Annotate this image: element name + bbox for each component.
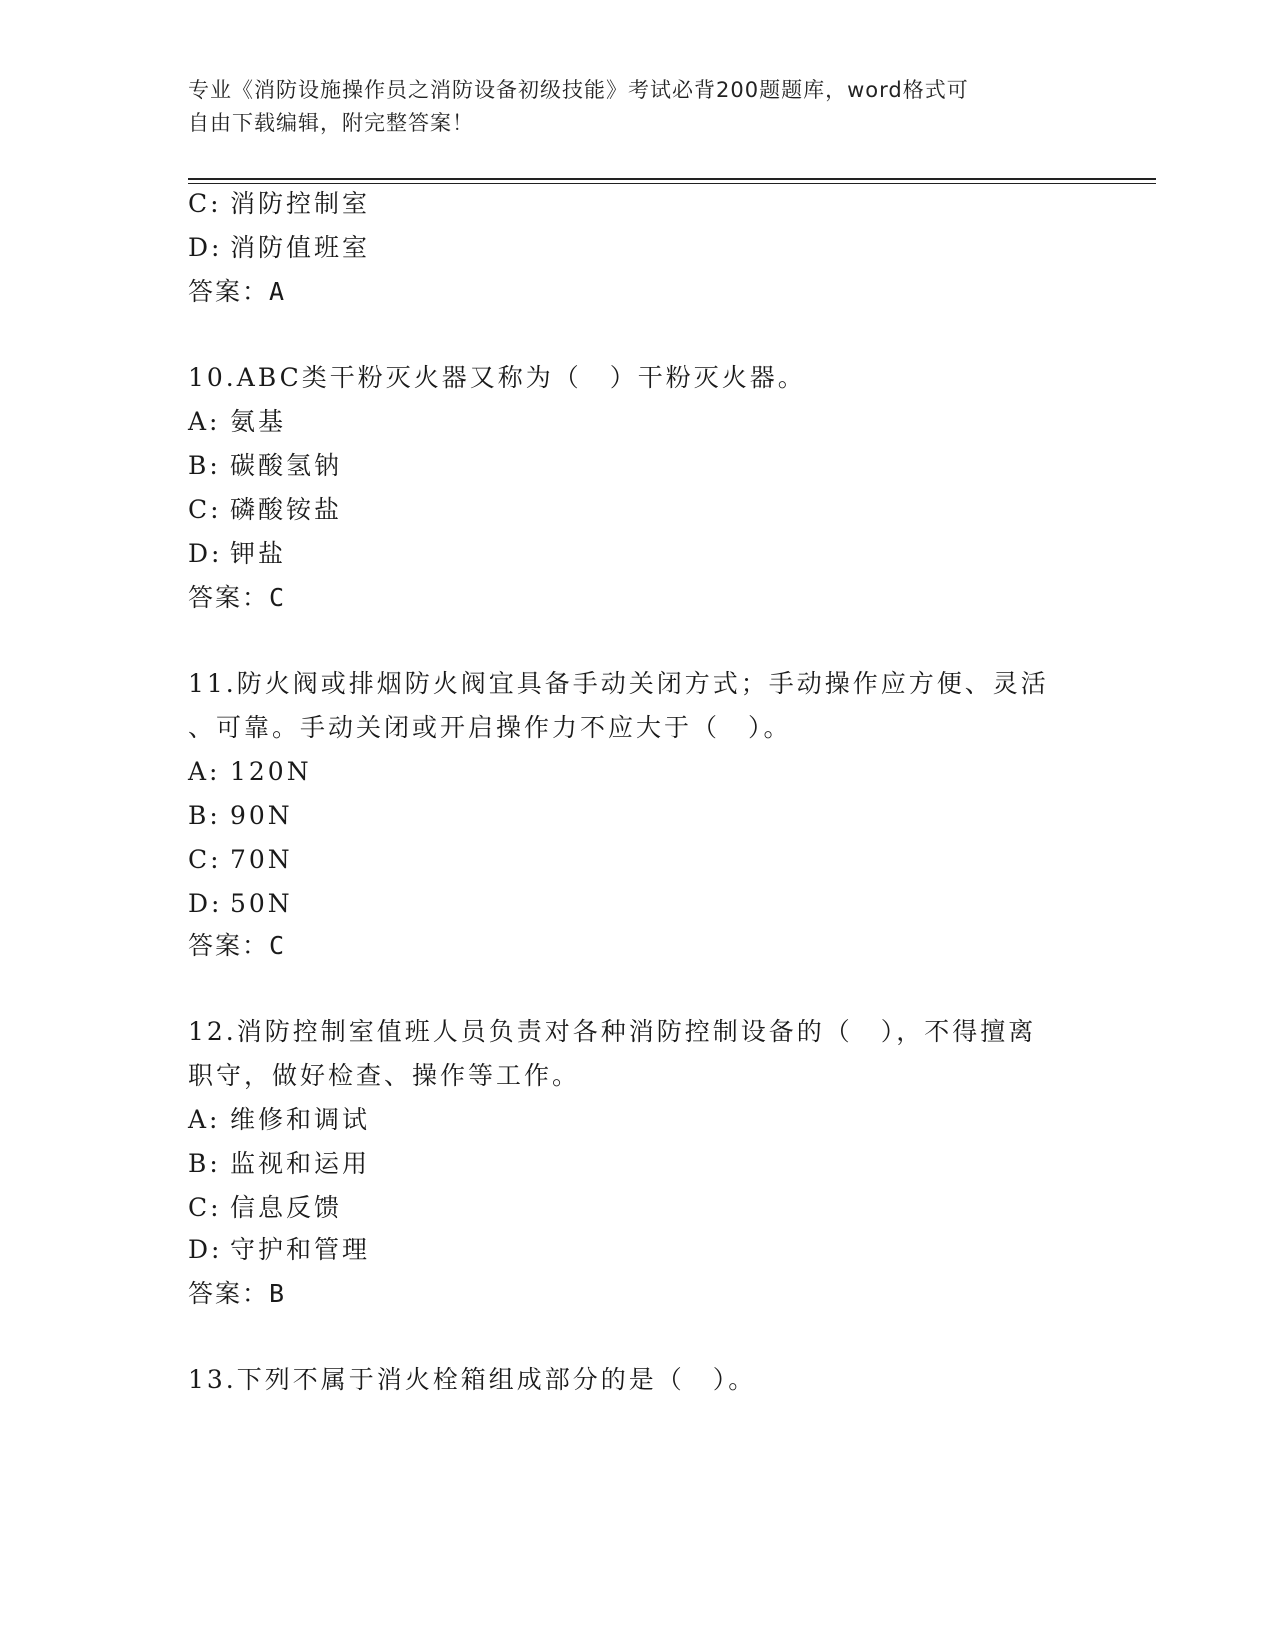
option-key: D: bbox=[188, 1235, 223, 1264]
answer-value: A bbox=[269, 277, 287, 306]
option-text: 消防控制室 bbox=[230, 189, 371, 218]
header-divider-thick bbox=[188, 178, 1156, 180]
option-key: B: bbox=[188, 801, 221, 830]
question-stem: 10.ABC类干粉灭火器又称为（ ）干粉灭火器。 bbox=[188, 363, 806, 392]
option-key: A: bbox=[188, 1105, 221, 1134]
question-stem: 12.消防控制室值班人员负责对各种消防控制设备的（ ），不得擅离 bbox=[188, 1017, 1037, 1046]
answer-label: 答案： bbox=[188, 1279, 270, 1308]
option-key: D: bbox=[188, 889, 223, 918]
option-line bbox=[188, 188, 370, 220]
option-text: 守护和管理 bbox=[230, 1235, 371, 1264]
answer-value: C bbox=[269, 931, 287, 960]
option-text: 碳酸氢钠 bbox=[230, 451, 343, 480]
answer-line bbox=[188, 930, 286, 962]
option-line bbox=[188, 800, 293, 832]
option-text: 50N bbox=[230, 889, 293, 918]
option-text: 维修和调试 bbox=[230, 1105, 371, 1134]
option-line bbox=[188, 494, 342, 526]
option-key: C: bbox=[188, 1193, 222, 1222]
option-line bbox=[188, 844, 293, 876]
option-key: D: bbox=[188, 233, 223, 262]
option-line bbox=[188, 232, 370, 264]
answer-label: 答案： bbox=[188, 931, 270, 960]
option-line bbox=[188, 406, 286, 438]
option-line bbox=[188, 450, 342, 482]
option-key: C: bbox=[188, 845, 222, 874]
option-key: C: bbox=[188, 189, 222, 218]
option-key: A: bbox=[188, 407, 221, 436]
option-text: 磷酸铵盐 bbox=[230, 495, 343, 524]
option-line bbox=[188, 1104, 370, 1136]
option-text: 氨基 bbox=[230, 407, 287, 436]
option-text: 信息反馈 bbox=[230, 1193, 343, 1222]
answer-value: C bbox=[269, 583, 287, 612]
option-text: 120N bbox=[230, 757, 312, 786]
option-line bbox=[188, 756, 312, 788]
question-stem-continued: 、可靠。手动关闭或开启操作力不应大于（ ）。 bbox=[188, 713, 792, 742]
answer-line bbox=[188, 582, 286, 614]
question-stem-continued: 职守，做好检查、操作等工作。 bbox=[188, 1061, 581, 1090]
option-text: 消防值班室 bbox=[230, 233, 371, 262]
option-key: D: bbox=[188, 539, 223, 568]
answer-label: 答案： bbox=[188, 583, 270, 612]
document-header bbox=[188, 74, 1068, 140]
option-key: C: bbox=[188, 495, 222, 524]
option-key: A: bbox=[188, 757, 221, 786]
option-line bbox=[188, 1148, 370, 1180]
option-line bbox=[188, 538, 286, 570]
answer-line bbox=[188, 276, 286, 308]
option-key: B: bbox=[188, 1149, 221, 1178]
option-key: B: bbox=[188, 451, 221, 480]
option-line bbox=[188, 1234, 370, 1266]
option-line bbox=[188, 888, 293, 920]
question-stem: 13.下列不属于消火栓箱组成部分的是（ ）。 bbox=[188, 1365, 757, 1394]
header-line-2: 自由下载编辑，附完整答案！ bbox=[188, 111, 474, 135]
option-line bbox=[188, 1192, 342, 1224]
option-text: 90N bbox=[230, 801, 293, 830]
answer-label: 答案： bbox=[188, 277, 270, 306]
answer-value: B bbox=[269, 1279, 287, 1308]
header-line-1: 专业《消防设施操作员之消防设备初级技能》考试必背200题题库，word格式可 bbox=[188, 78, 969, 102]
option-text: 钾盐 bbox=[230, 539, 287, 568]
header-divider-thin bbox=[188, 183, 1156, 184]
option-text: 监视和运用 bbox=[230, 1149, 371, 1178]
option-text: 70N bbox=[230, 845, 293, 874]
question-stem: 11.防火阀或排烟防火阀宜具备手动关闭方式；手动操作应方便、灵活 bbox=[188, 669, 1049, 698]
answer-line bbox=[188, 1278, 286, 1310]
